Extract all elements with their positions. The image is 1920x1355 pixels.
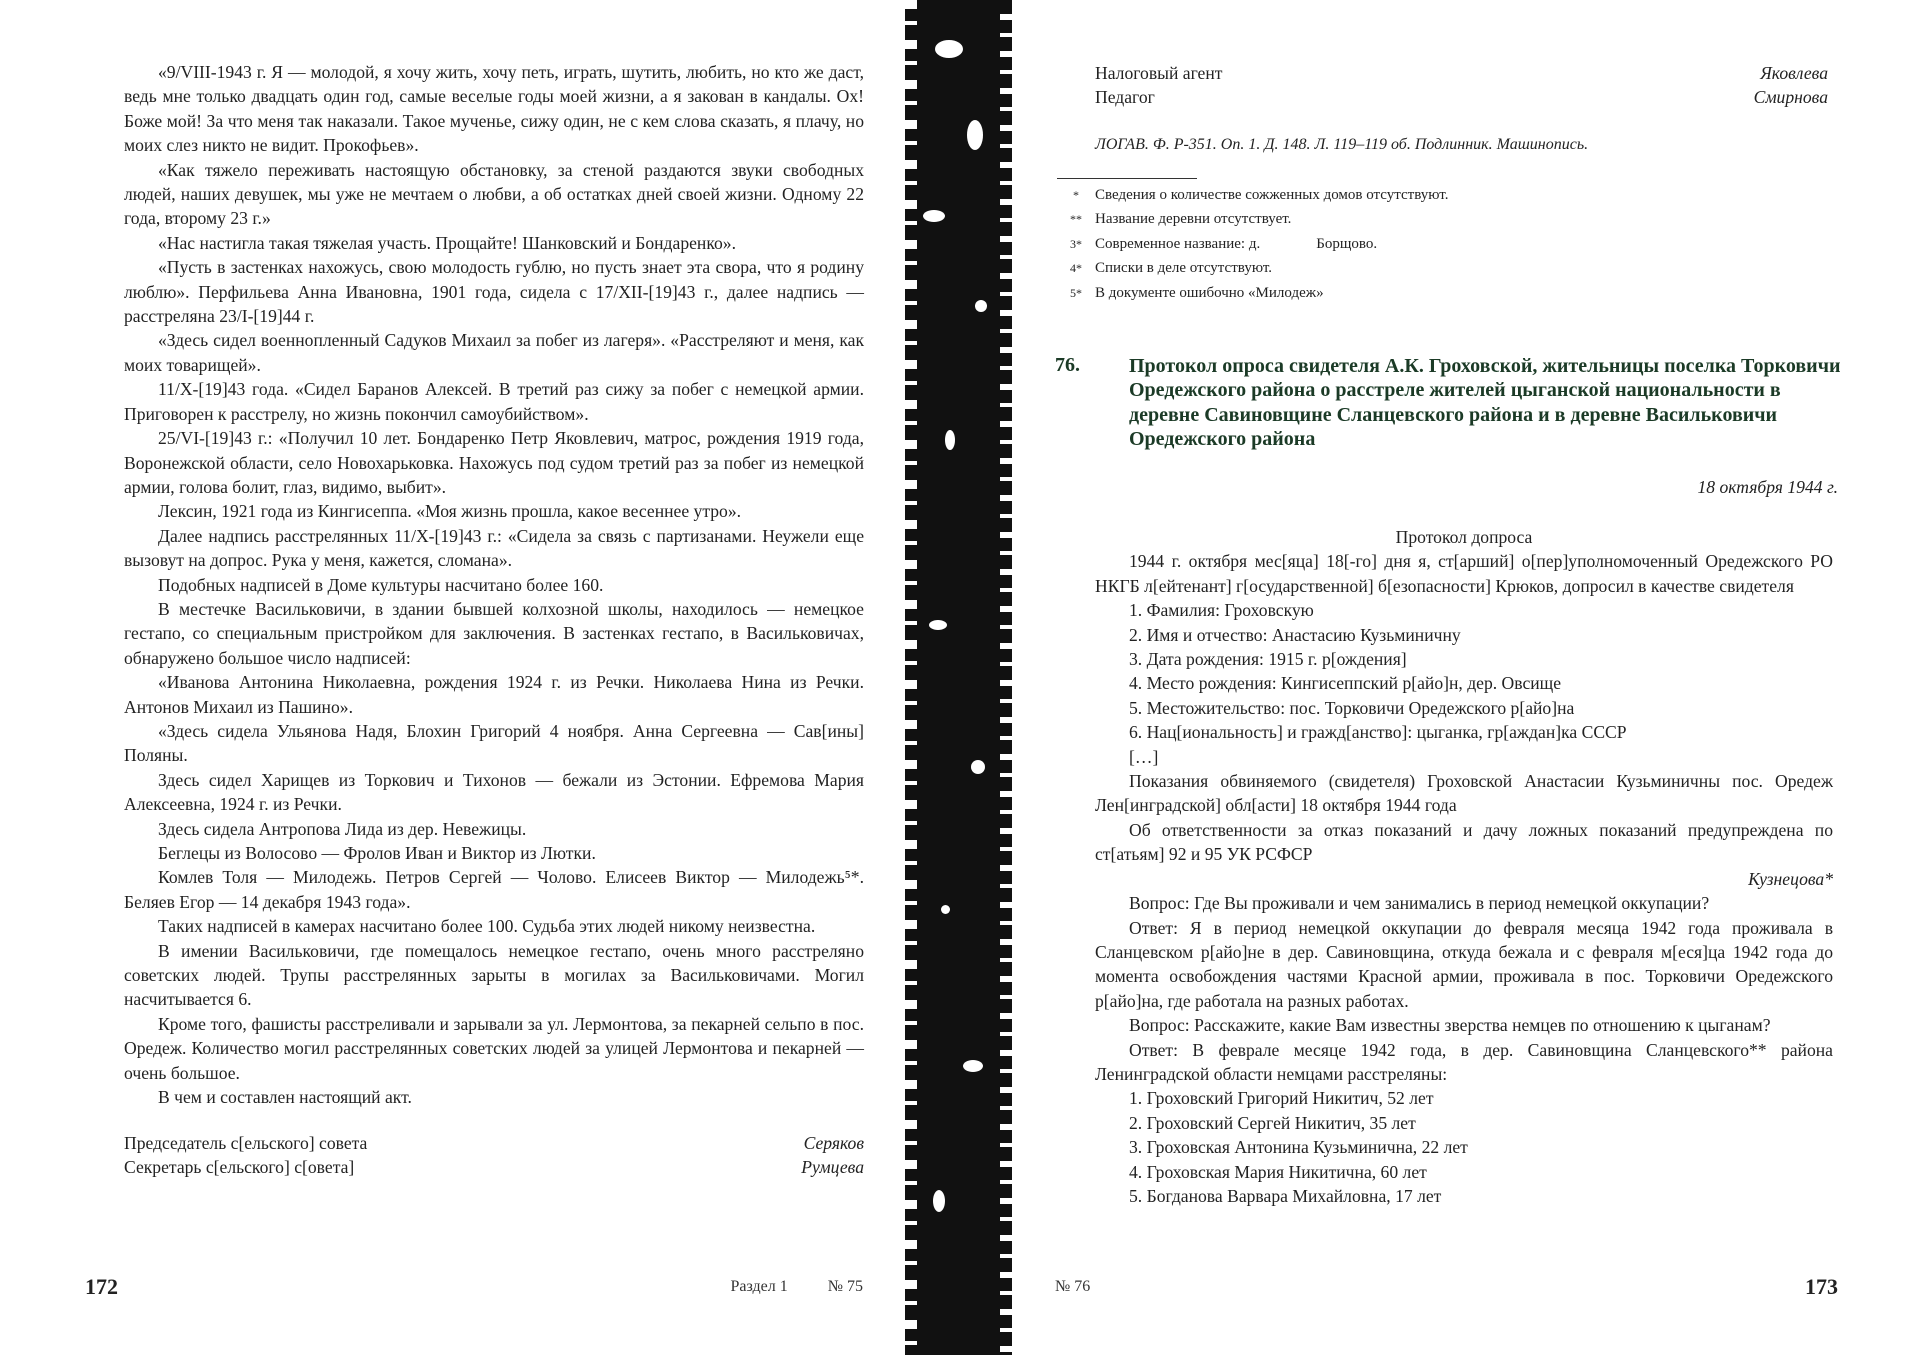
list-item: 1. Гроховский Григорий Никитич, 52 лет: [1129, 1088, 1434, 1109]
footnote-mark: 5*: [1070, 285, 1082, 300]
signature-role: Секретарь с[ельского] с[овета]: [124, 1157, 355, 1178]
paragraph: 11/X-[19]43 года. «Сидел Баранов Алексей. В третий раз сижу за побег с немецкой армии. Приговорен к расстрелу, но жизнь покончил самоубийством».: [124, 379, 864, 424]
list-item: 2. Имя и отчество: Анастасию Кузьминичну: [1129, 624, 1461, 645]
signature-row: [1095, 61, 1828, 85]
paragraph: Здесь сидел Харищев из Торкович и Тихонов — бежали из Эстонии. Ефремова Мария Алексеевна, 1924 г. из Речки.: [124, 769, 864, 815]
document-number: 76.: [1055, 354, 1080, 376]
paragraph: В имении Васильковичи, где помещалось немецкое гестапо, очень много расстреляно советских людей. Трупы расстрелянных зарыты в могилах за Васильковичами. Могил насчитывается 6.: [124, 940, 864, 1010]
footnote-mark: *: [1073, 188, 1079, 202]
paragraph: 25/VI-[19]43 г.: «Получил 10 лет. Бондаренко Петр Яковлевич, матрос, рождения 1919 года, Воронежской области, село Новохарьковка. Нахожусь под судом третий раз за побег из немецкой армии, голова болит, глаз, видимо, выбит».: [124, 428, 864, 497]
signature-role: Председатель с[ельского] совета: [124, 1133, 368, 1153]
footnotes: [1057, 183, 1448, 305]
footnote-mark: 4*: [1070, 261, 1082, 276]
paragraph: Ответ: В феврале месяце 1942 года, в дер. Савиновщина Сланцевского** района Ленинградской области немцами расстреляны:: [1095, 1039, 1833, 1084]
list-item: 5. Богданова Варвара Михайловна, 17 лет: [1129, 1185, 1442, 1206]
list-item: 1. Фамилия: Гроховскую: [1129, 600, 1314, 621]
signature-role: Налоговый агент: [1095, 63, 1223, 83]
paragraph: «Иванова Антонина Николаевна, рождения 1924 г. из Речки. Николаева Нина из Речки. Антонов Михаил из Пашино».: [124, 672, 864, 717]
footnote-mark: 3*: [1070, 236, 1082, 251]
footnote: [1057, 207, 1448, 231]
footnote-text: Списки в деле отсутствуют.: [1095, 260, 1273, 277]
footnote-text: Сведения о количестве сожженных домов отсутствуют.: [1095, 187, 1449, 203]
paragraph: «Здесь сидела Ульянова Надя, Блохин Григорий 4 ноября. Анна Сергеевна — Сав[ины] Поляны.: [124, 720, 864, 766]
protocol-heading: Протокол допроса: [1395, 527, 1533, 547]
paragraph: Вопрос: Где Вы проживали и чем занимались в период немецкой оккупации?: [1129, 893, 1710, 914]
witness-signature: Кузнецова*: [1748, 868, 1833, 889]
paragraph: Здесь сидела Антропова Лида из дер. Невежицы.: [158, 818, 527, 839]
list-item: 3. Дата рождения: 1915 г. р[ождения]: [1129, 649, 1407, 670]
paragraph: Показания обвиняемого (свидетеля) Гроховской Анастасии Кузьминичны пос. Оредеж Лен[инградской] обл[асти] 18 октября 1944 года: [1095, 771, 1833, 816]
paragraph: Об ответственности за отказ показаний и дачу ложных показаний предупреждена по ст[атьям] 92 и 95 УК РСФСР: [1095, 819, 1833, 865]
paragraph: Ответ: Я в период немецкой оккупации до февраля месяца 1942 года проживала в Сланцевском р[айо]не в дер. Савиновщина, откуда бежала и с февраля м[еся]ца 1942 года до момента освобождения частями Красной армии, проживала в пос. Торковичи Оредежского р[айо]на, где работала на разных работах.: [1095, 917, 1833, 1011]
signature-name: Смирнова: [1753, 87, 1828, 108]
paragraph: «Нас настигла такая тяжелая участь. Прощайте! Шанковский и Бондаренко».: [158, 232, 736, 253]
list-item: 3. Гроховская Антонина Кузьминична, 22 лет: [1129, 1137, 1468, 1158]
paragraph: Подобных надписей в Доме культуры насчитано более 160.: [158, 574, 604, 595]
signature-role: Педагог: [1095, 87, 1155, 108]
paragraph: «Здесь сидел военнопленный Садуков Михаил за побег из лагеря». «Расстреляют и меня, как моих товарищей».: [124, 330, 864, 375]
paragraph: «Пусть в застенках нахожусь, свою молодость гублю, но пусть знает эта свора, что я родину люблю». Перфильева Анна Ивановна, 1901 года, сидела с 17/XII-[19]43 г., далее надпись — расстреляна 23/I-[19]44 г.: [124, 257, 864, 327]
document-date: 18 октября 1944 г.: [1697, 477, 1838, 497]
signature-row: [124, 1131, 864, 1155]
paragraph: В местечке Васильковичи, в здании бывшей колхозной школы, находилось — немецкое гестапо, со специальным пристройком для заключения. В застенках гестапо, в Васильковичах, обнаружено большое число надписей:: [124, 598, 864, 668]
document-title: Протокол опроса свидетеля А.К. Гроховской, жительницы поселка Торковичи Оредежского района о расстреле жителей цыганской национальности в деревне Савиновщине Сланцевского района и в деревне Васильковичи Оредежского района: [1129, 355, 1841, 451]
book-spine-shadow: [905, 0, 1012, 1355]
archive-source: ЛОГАВ. Ф. Р-351. Оп. 1. Д. 148. Л. 119–119 об. Подлинник. Машинопись.: [1095, 136, 1589, 153]
right-signatures: [1095, 61, 1828, 110]
signature-name: Румцева: [801, 1157, 864, 1178]
signature-name: Серяков: [803, 1133, 864, 1153]
right-page: [1012, 0, 1920, 1355]
paragraph: Лексин, 1921 года из Кингисеппа. «Моя жизнь прошла, какое весеннее утро».: [158, 501, 742, 522]
list-item: 5. Местожительство: пос. Торковичи Оредежского р[айо]на: [1129, 697, 1575, 718]
signature-row: [1095, 85, 1828, 109]
list-item: 4. Гроховская Мария Никитична, 60 лет: [1129, 1161, 1427, 1182]
footnote-text: В документе ошибочно «Милодеж»: [1095, 284, 1324, 301]
paragraph: Комлев Толя — Милодежь. Петров Сергей — Чолово. Елисеев Виктор — Милодежь⁵*. Беляев Егор — 14 декабря 1943 года».: [124, 867, 864, 912]
footnote-divider: [1057, 178, 1197, 179]
paragraph: Кроме того, фашисты расстреливали и зарывали за ул. Лермонтова, за пекарней сельпо в пос. Оредеж. Количество могил расстрелянных советских людей за улицей Лермонтова и пекарней — очень большое.: [124, 1013, 864, 1083]
paragraph: В чем и составлен настоящий акт.: [158, 1087, 412, 1108]
signature-row: [124, 1155, 864, 1179]
paragraph: Вопрос: Расскажите, какие Вам известны зверства немцев по отношению к цыганам?: [1129, 1015, 1771, 1036]
footnote: [1057, 183, 1448, 207]
running-doc-number: № 75: [827, 1278, 863, 1295]
footnote-text: Современное название: д.: [1095, 235, 1261, 252]
page-number-right: 173: [1805, 1274, 1838, 1299]
footnote-mark: **: [1070, 212, 1082, 227]
running-section: Раздел 1: [730, 1278, 788, 1295]
paragraph: Беглецы из Волосово — Фролов Иван и Виктор из Лютки.: [158, 843, 596, 863]
footnote: [1057, 232, 1448, 256]
paragraph: Далее надпись расстрелянных 11/X-[19]43 г.: «Сидела за связь с партизанами. Неужели еще вызовут на допрос. Рука у меня, кажется, сломана».: [124, 525, 864, 571]
left-signatures: [124, 1131, 864, 1180]
paragraph: 1944 г. октября мес[яца] 18[-го] дня я, ст[арший] о[пер]уполномоченный Оредежского РО НКГБ л[ейтенант] г[осударственной] б[езопасности] Крюков, допросил в качестве свидетеля: [1095, 551, 1833, 596]
running-footer-right: № 76: [1055, 1278, 1091, 1295]
list-item: 4. Место рождения: Кингисеппский р[айо]н, дер. Овсище: [1129, 673, 1562, 694]
list-item: 2. Гроховский Сергей Никитич, 35 лет: [1129, 1112, 1416, 1133]
list-item: […]: [1129, 746, 1159, 767]
spine-edge-texture: [1000, 0, 1012, 1355]
footnote: [1057, 281, 1448, 305]
footnote-text-after: Борщово.: [1316, 235, 1378, 252]
spine-edge-texture: [905, 0, 917, 1355]
paragraph: Таких надписей в камерах насчитано более 100. Судьба этих людей никому неизвестна.: [158, 916, 816, 937]
left-page-body: [124, 60, 864, 1109]
footnote-text: Название деревни отсутствует.: [1095, 211, 1292, 228]
page-number-left: 172: [85, 1274, 118, 1299]
footnote: [1057, 256, 1448, 280]
right-page-body: [1095, 525, 1833, 1208]
signature-name: Яковлева: [1760, 63, 1828, 83]
paragraph: «9/VIII-1943 г. Я — молодой, я хочу жить, хочу петь, играть, шутить, любить, но кто же даст, ведь мне только двадцать один год, самые веселые годы моей жизни, а я закован в кандалы. Ох! Боже мой! За что меня так наказали. Такое мученье, сижу один, не с кем слова сказать, я плачу, но моих слез никто не видит. Прокофьев».: [124, 62, 864, 156]
left-page: [0, 0, 905, 1355]
paragraph: «Как тяжело переживать настоящую обстановку, за стеной раздаются звуки свободных людей, наших девушек, мы уже не мечтаем о любви, а об остатках дней своей жизни. Одному 22 года, второму 23 г.»: [124, 159, 864, 229]
running-footer-left: [730, 1278, 863, 1296]
list-item: 6. Нац[иональность] и гражд[анство]: цыганка, гр[аждан]ка СССР: [1129, 722, 1627, 743]
